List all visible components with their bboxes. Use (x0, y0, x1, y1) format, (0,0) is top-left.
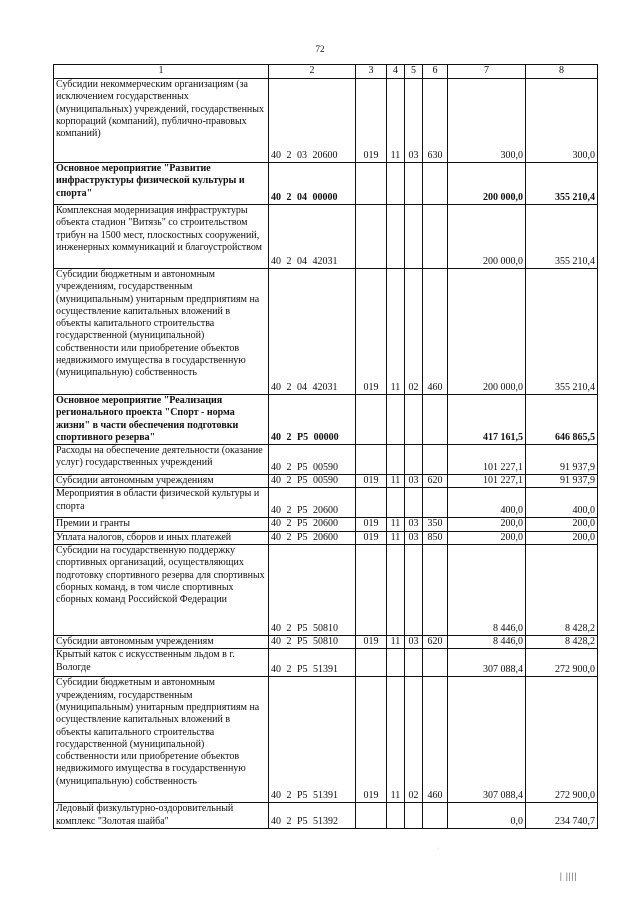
row-code: 40 2 03 20600 (269, 79, 356, 163)
row-expense-type: 460 (423, 677, 448, 803)
row-amount-2: 400,0 (526, 488, 598, 518)
row-name: Субсидии автономным учреждениям (54, 475, 269, 488)
row-name: Расходы на обеспечение деятельности (оказание услуг) государственных учреждений (54, 445, 269, 475)
table-row (54, 649, 598, 677)
row-gr: 019 (356, 636, 387, 649)
row-amount-2: 646 865,5 (526, 395, 598, 445)
row-expense-type: 460 (423, 269, 448, 395)
header-cell: 7 (448, 65, 526, 79)
row-expense-type (423, 649, 448, 677)
row-subsection (405, 445, 423, 475)
row-name: Субсидии бюджетным и автономным учреждениям, государственным (муниципальным) унитарным предприятиям на осуществление капитальных вложений в объекты капитального строительства государственной (муниципальной) собственности или приобретение объектов недвижимого имущества в государственную (муниципальную) собственность (54, 677, 269, 803)
row-gr: 019 (356, 677, 387, 803)
row-gr: 019 (356, 475, 387, 488)
row-amount-1: 417 161,5 (448, 395, 526, 445)
row-name: Субсидии некоммерческим организациям (за исключением государственных (муниципальных) учреждений, государственных корпораций (компаний), публично-правовых компаний) (54, 79, 269, 163)
row-amount-1: 200 000,0 (448, 269, 526, 395)
row-amount-2: 300,0 (526, 79, 598, 163)
row-subsection: 02 (405, 269, 423, 395)
row-amount-2: 234 740,7 (526, 803, 598, 829)
row-section: 11 (387, 531, 405, 544)
row-subsection: 03 (405, 475, 423, 488)
row-expense-type (423, 488, 448, 518)
row-name: Премии и гранты (54, 518, 269, 531)
table-row (54, 545, 598, 636)
row-expense-type: 620 (423, 475, 448, 488)
row-code: 40 2 P5 51392 (269, 803, 356, 829)
row-name: Субсидии бюджетным и автономным учреждениям, государственным (муниципальным) унитарным предприятиям на осуществление капитальных вложений в объекты капитального строительства государственной (муниципальной) собственности или приобретение объектов недвижимого имущества в государственную (муниципальную) собственность (54, 269, 269, 395)
row-amount-2: 272 900,0 (526, 649, 598, 677)
row-code: 40 2 P5 20600 (269, 488, 356, 518)
row-amount-1: 200 000,0 (448, 205, 526, 269)
row-gr: 019 (356, 518, 387, 531)
row-name: Основное мероприятие "Реализация регионального проекта "Спорт - норма жизни" в части обеспечения подготовки спортивного резерва" (54, 395, 269, 445)
row-amount-1: 307 088,4 (448, 677, 526, 803)
row-code: 40 2 04 42031 (269, 205, 356, 269)
row-subsection (405, 205, 423, 269)
row-name: Основное мероприятие "Развитие инфраструктуры физической культуры и спорта" (54, 163, 269, 205)
row-subsection (405, 649, 423, 677)
row-subsection: 03 (405, 531, 423, 544)
row-amount-2: 200,0 (526, 518, 598, 531)
row-subsection: 03 (405, 518, 423, 531)
header-cell: 1 (54, 65, 269, 79)
row-amount-1: 200 000,0 (448, 163, 526, 205)
footer-mark: | |||| (560, 871, 578, 881)
row-code: 40 2 P5 00590 (269, 445, 356, 475)
row-subsection (405, 488, 423, 518)
scan-speck: · (437, 846, 439, 852)
row-gr (356, 445, 387, 475)
row-subsection: 02 (405, 677, 423, 803)
row-amount-2: 355 210,4 (526, 163, 598, 205)
table-row (54, 79, 598, 163)
row-section (387, 395, 405, 445)
row-expense-type (423, 205, 448, 269)
table-row (54, 518, 598, 531)
row-amount-2: 8 428,2 (526, 545, 598, 636)
row-amount-2: 91 937,9 (526, 475, 598, 488)
row-gr (356, 803, 387, 829)
row-amount-1: 101 227,1 (448, 475, 526, 488)
row-amount-2: 355 210,4 (526, 205, 598, 269)
row-expense-type (423, 163, 448, 205)
row-gr (356, 163, 387, 205)
row-amount-2: 355 210,4 (526, 269, 598, 395)
header-cell: 8 (526, 65, 598, 79)
row-section (387, 488, 405, 518)
row-code: 40 2 P5 20600 (269, 518, 356, 531)
row-amount-1: 400,0 (448, 488, 526, 518)
row-name: Ледовый физкультурно-оздоровительный комплекс "Золотая шайба" (54, 803, 269, 829)
table-row (54, 163, 598, 205)
table-row (54, 803, 598, 829)
row-gr: 019 (356, 79, 387, 163)
row-code: 40 2 P5 20600 (269, 531, 356, 544)
row-name: Комплексная модернизация инфраструктуры объекта стадион "Витязь" со строительством трибун на 1500 мест, плоскостных сооружений, инженерных коммуникаций и благоустройством (54, 205, 269, 269)
row-section: 11 (387, 677, 405, 803)
row-subsection: 03 (405, 79, 423, 163)
table-row (54, 269, 598, 395)
row-gr (356, 205, 387, 269)
row-expense-type (423, 545, 448, 636)
row-expense-type (423, 803, 448, 829)
header-cell: 3 (356, 65, 387, 79)
row-amount-1: 8 446,0 (448, 636, 526, 649)
row-section: 11 (387, 269, 405, 395)
row-section (387, 445, 405, 475)
row-section (387, 205, 405, 269)
row-amount-2: 200,0 (526, 531, 598, 544)
row-amount-1: 8 446,0 (448, 545, 526, 636)
row-amount-1: 101 227,1 (448, 445, 526, 475)
row-gr (356, 395, 387, 445)
row-subsection (405, 803, 423, 829)
row-section: 11 (387, 475, 405, 488)
header-row (54, 65, 598, 79)
header-cell: 6 (423, 65, 448, 79)
table-row (54, 677, 598, 803)
row-gr: 019 (356, 531, 387, 544)
row-expense-type: 850 (423, 531, 448, 544)
row-name: Крытый каток с искусственным льдом в г. Вологде (54, 649, 269, 677)
row-subsection (405, 163, 423, 205)
row-section (387, 803, 405, 829)
row-amount-2: 8 428,2 (526, 636, 598, 649)
table-row (54, 488, 598, 518)
row-expense-type (423, 445, 448, 475)
row-name: Мероприятия в области физической культуры и спорта (54, 488, 269, 518)
row-section: 11 (387, 636, 405, 649)
row-gr: 019 (356, 269, 387, 395)
row-amount-1: 200,0 (448, 518, 526, 531)
row-subsection: 03 (405, 636, 423, 649)
row-name: Субсидии автономным учреждениям (54, 636, 269, 649)
header-cell: 2 (269, 65, 356, 79)
row-gr (356, 649, 387, 677)
row-gr (356, 545, 387, 636)
table-row (54, 445, 598, 475)
table-row (54, 475, 598, 488)
row-subsection (405, 545, 423, 636)
row-amount-1: 200,0 (448, 531, 526, 544)
header-cell: 5 (405, 65, 423, 79)
row-code: 40 2 04 42031 (269, 269, 356, 395)
row-section (387, 649, 405, 677)
row-subsection (405, 395, 423, 445)
row-amount-2: 91 937,9 (526, 445, 598, 475)
row-amount-2: 272 900,0 (526, 677, 598, 803)
page-number: 72 (315, 44, 325, 54)
budget-table (53, 64, 598, 829)
row-code: 40 2 04 00000 (269, 163, 356, 205)
row-gr (356, 488, 387, 518)
row-code: 40 2 P5 50810 (269, 545, 356, 636)
row-name: Субсидии на государственную поддержку спортивных организаций, осуществляющих подготовку спортивного резерва для спортивных сборных команд, в том числе спортивных сборных команд Российской Федерации (54, 545, 269, 636)
row-expense-type: 630 (423, 79, 448, 163)
row-amount-1: 300,0 (448, 79, 526, 163)
row-amount-1: 307 088,4 (448, 649, 526, 677)
table-row (54, 205, 598, 269)
row-section (387, 163, 405, 205)
row-name: Уплата налогов, сборов и иных платежей (54, 531, 269, 544)
row-expense-type: 350 (423, 518, 448, 531)
row-code: 40 2 P5 51391 (269, 677, 356, 803)
row-code: 40 2 P5 00000 (269, 395, 356, 445)
table-row (54, 395, 598, 445)
row-section: 11 (387, 79, 405, 163)
row-code: 40 2 P5 51391 (269, 649, 356, 677)
row-amount-1: 0,0 (448, 803, 526, 829)
table-row (54, 636, 598, 649)
table-row (54, 531, 598, 544)
row-expense-type: 620 (423, 636, 448, 649)
row-section: 11 (387, 518, 405, 531)
row-code: 40 2 P5 00590 (269, 475, 356, 488)
row-expense-type (423, 395, 448, 445)
row-code: 40 2 P5 50810 (269, 636, 356, 649)
header-cell: 4 (387, 65, 405, 79)
row-section (387, 545, 405, 636)
